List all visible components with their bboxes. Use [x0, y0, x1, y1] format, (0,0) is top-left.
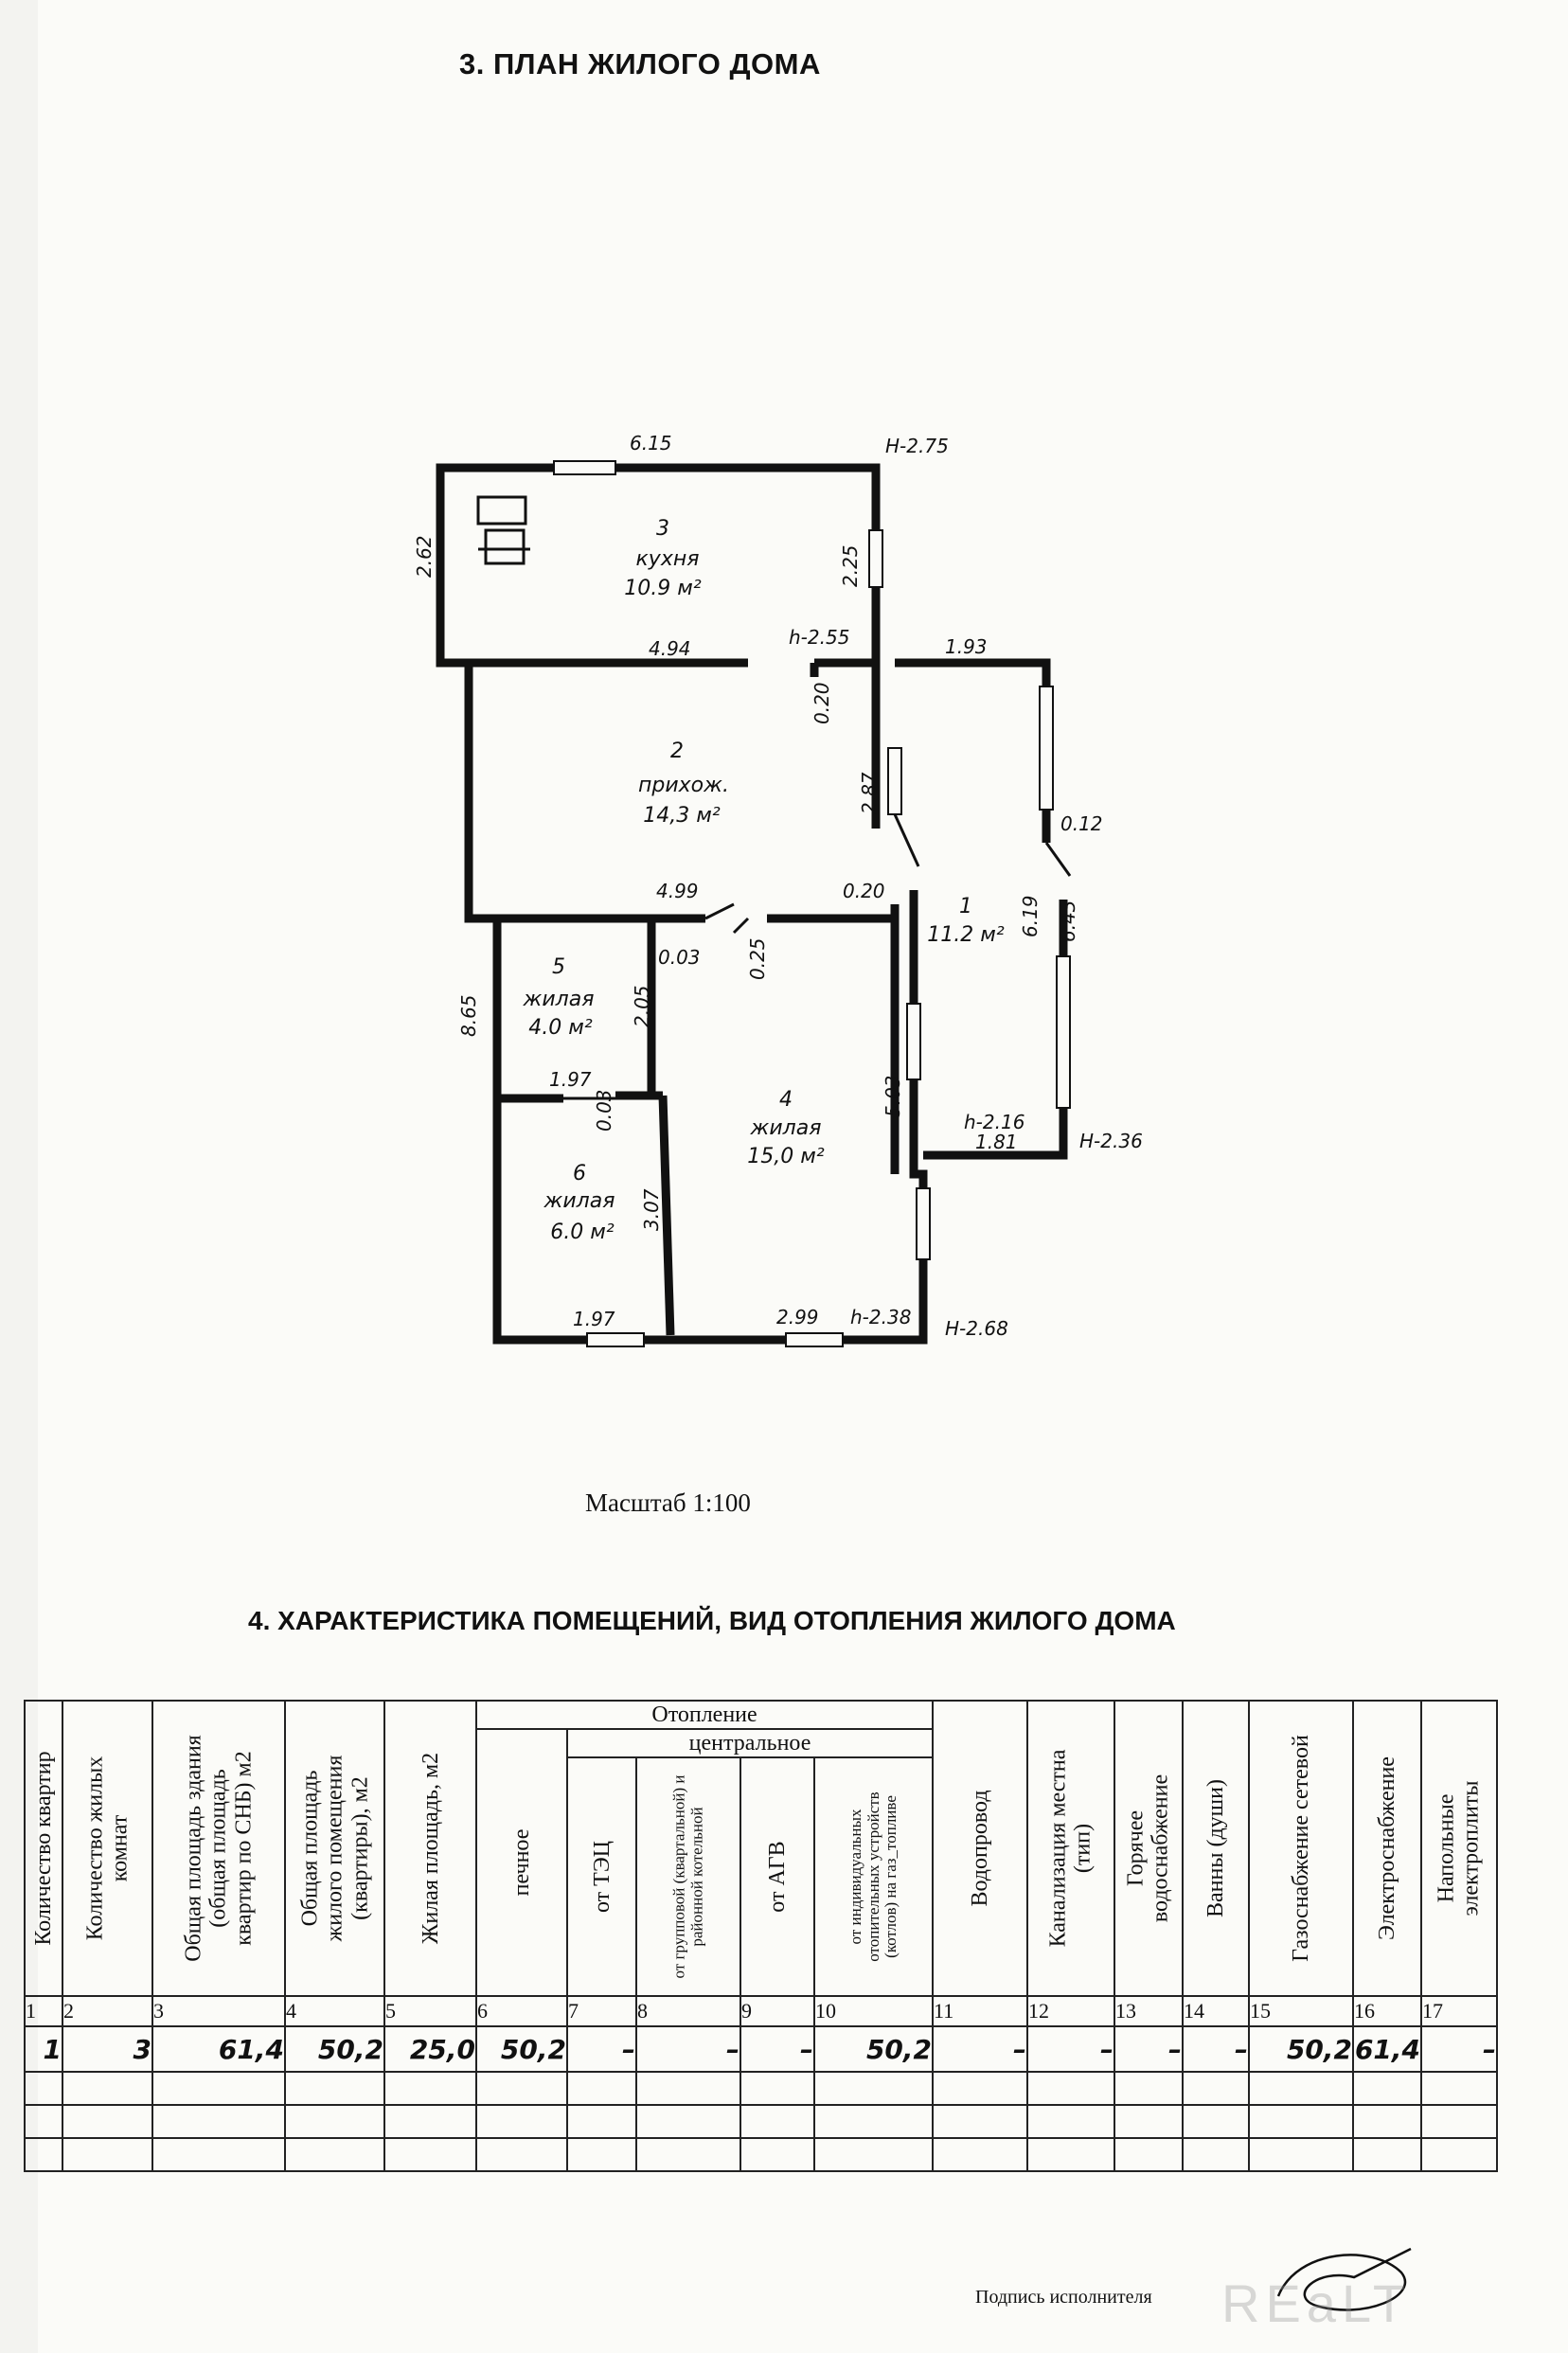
scale-label: Масштаб 1:100	[585, 1488, 751, 1517]
col-header: от индивидуальных отопительных устройств (котлов) на газ_топливе	[814, 1757, 933, 1996]
dim-label: h-2.16	[964, 1111, 1025, 1133]
stove-icon	[478, 497, 530, 563]
empty-row	[25, 2105, 1497, 2138]
col-header: Электроснабжение	[1353, 1701, 1421, 1996]
room-area: 4.0 м²	[528, 1016, 593, 1040]
room-name: жилая	[750, 1116, 822, 1140]
col-header: Напольные электроплиты	[1421, 1701, 1497, 1996]
room-name: жилая	[523, 988, 595, 1011]
dim-label: 2.05	[631, 985, 653, 1027]
empty-row	[25, 2072, 1497, 2105]
plan-title: 3. ПЛАН ЖИЛОГО ДОМА	[459, 47, 821, 80]
col-header: Жилая площадь, м2	[384, 1701, 476, 1996]
dim-label: h-2.55	[789, 626, 850, 649]
room-number: 3	[656, 517, 669, 541]
room-number: 5	[552, 955, 565, 979]
room-number: 4	[779, 1088, 793, 1112]
col-header: Общая площадь жилого помещения (квартиры), м2	[285, 1701, 384, 1996]
col-header: от АГВ	[740, 1757, 814, 1996]
col-header: Количество квартир	[25, 1701, 62, 1996]
dim-label: 4.94	[649, 637, 691, 660]
dim-label: 2.87	[858, 772, 881, 814]
room-number: 1	[959, 895, 972, 918]
room-number: 6	[573, 1162, 586, 1185]
dim-label: 4.99	[656, 880, 699, 902]
dim-label: 8.65	[457, 994, 480, 1037]
col-header: Горячее водоснабжение	[1114, 1701, 1183, 1996]
characteristics-title: 4. ХАРАКТЕРИСТИКА ПОМЕЩЕНИЙ, ВИД ОТОПЛЕНИЯ ЖИЛОГО ДОМА	[248, 1606, 1176, 1635]
empty-row	[25, 2138, 1497, 2171]
dim-label: 2.99	[776, 1306, 819, 1328]
room-labels	[523, 517, 1005, 1244]
col-header: печное	[476, 1729, 567, 1996]
col-header: Газоснабжение сетевой	[1249, 1701, 1353, 1996]
dim-label: 6.15	[630, 432, 672, 455]
table-row: 1 3 61,4 50,2 25,0 50,2 – – – 50,2 – – – – 50,2 61,4 –	[25, 2026, 1497, 2072]
col-header: Водопровод	[933, 1701, 1027, 1996]
dim-label: 2.62	[413, 535, 436, 578]
dim-label: H-2.68	[945, 1317, 1008, 1340]
room-name: жилая	[543, 1189, 615, 1213]
col-header: от ТЭЦ	[567, 1757, 636, 1996]
dim-label: h-2.38	[850, 1306, 912, 1328]
central-group-header: центральное	[567, 1729, 933, 1757]
dim-label: 0.20	[811, 682, 833, 724]
dim-label: 0.20	[843, 880, 885, 902]
room-area: 6.0 м²	[550, 1221, 615, 1244]
dim-label: 1.81	[975, 1131, 1018, 1153]
column-number-row: 1 2 3 4 5 6 7 8 9 10 11 12 13 14 15 16 17	[25, 1996, 1497, 2026]
dim-label: 1.93	[945, 635, 988, 658]
watermark-logo: REaLT	[1221, 2273, 1412, 2333]
heating-group-header: Отопление	[476, 1701, 933, 1729]
room-name: кухня	[635, 547, 700, 571]
dim-label: 1.97	[573, 1308, 615, 1330]
veranda-wall	[895, 663, 1046, 843]
room-area: 11.2 м²	[927, 923, 1005, 947]
room-number: 2	[670, 740, 684, 763]
dimension-labels	[413, 432, 1143, 1340]
col-header: Количество жилых комнат	[62, 1701, 152, 1996]
col-header: Канализация местна (тип)	[1027, 1701, 1114, 1996]
room-area: 10.9 м²	[624, 577, 702, 600]
signature-label: Подпись исполнителя	[975, 2287, 1152, 2308]
dim-label: 0.03	[593, 1089, 615, 1132]
col-header: от групповой (квартальной) и районной котельной	[636, 1757, 740, 1996]
dim-label: 1.97	[549, 1068, 592, 1091]
room-area: 15,0 м²	[747, 1145, 825, 1168]
dim-label: 6.19	[1019, 895, 1042, 937]
dim-label: H-2.36	[1079, 1130, 1143, 1152]
dim-label: 0.03	[658, 946, 701, 969]
room-area: 14,3 м²	[643, 804, 721, 828]
dim-label: 0.25	[746, 937, 769, 980]
dim-label: 0.12	[1060, 812, 1103, 835]
dim-label: 3.07	[640, 1188, 663, 1231]
col-header: Общая площадь здания (общая площадь квартир по СНБ) м2	[152, 1701, 285, 1996]
col-header: Ванны (души)	[1183, 1701, 1249, 1996]
room6-right	[663, 1096, 670, 1335]
dim-label: 6.43	[1057, 900, 1079, 942]
room-name: прихож.	[638, 774, 729, 797]
dim-label: H-2.75	[885, 435, 949, 457]
dim-label: 5.03	[882, 1075, 904, 1117]
dim-label: 2.25	[839, 544, 862, 587]
doors	[563, 814, 1070, 1098]
characteristics-table	[24, 1700, 1498, 2172]
